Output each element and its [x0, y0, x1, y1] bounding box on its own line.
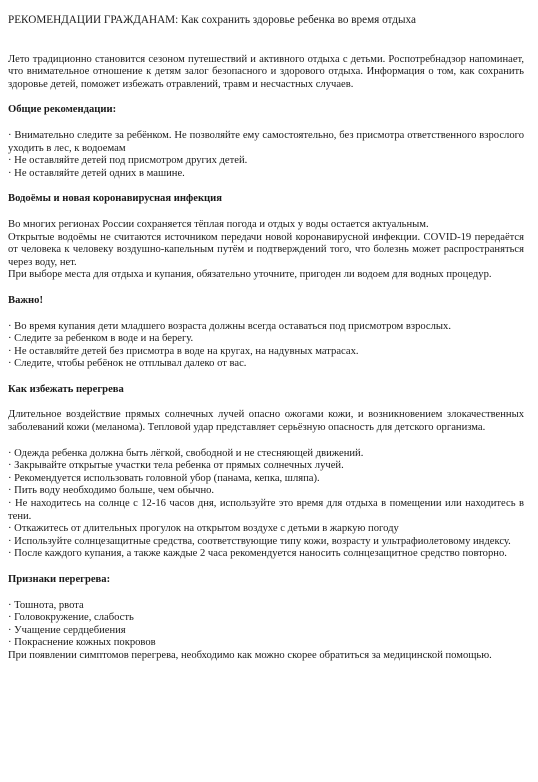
list-item: · Пить воду необходимо больше, чем обычно.: [8, 485, 215, 497]
list-item: · Следите за ребенком в воде и на берегу.: [8, 333, 194, 345]
general-heading: Общие рекомендации:: [8, 104, 117, 116]
list-item: · Рекомендуется использовать головной убор (панама, кепка, шляпа).: [8, 472, 320, 484]
intro-paragraph: Лето традиционно становится сезоном путешествий и активного отдыха с детьми. Роспотребнадзор напоминает, что внимательное отношение к детям залог безопасного и здорового отдыха. Информация о том, как сохранить здоровье детей, поможет избежать отравлений, травм и несчастных случаев.: [8, 53, 524, 90]
important-heading: Важно!: [8, 294, 43, 306]
document-page: [8, 14, 524, 663]
list-item: · Тошнота, рвота: [8, 599, 84, 611]
water-section: [8, 219, 524, 282]
water-paragraph: При выборе места для отдыха и купания, обязательно уточните, пригоден ли водоем для водных процедур.: [8, 269, 492, 281]
water-heading: Водоёмы и новая коронавирусная инфекция: [8, 193, 223, 205]
list-item: · Не оставляйте детей без присмотра в воде на кругах, на надувных матрасах.: [8, 345, 359, 357]
list-item: · Следите, чтобы ребёнок не отплывал далеко от вас.: [8, 358, 247, 370]
general-list: [8, 130, 524, 180]
overheat-list: [8, 448, 524, 561]
signs-list: [8, 600, 524, 650]
list-item: · Покраснение кожных покровов: [8, 637, 156, 649]
overheat-intro: Длительное воздействие прямых солнечных лучей опасно ожогами кожи, и возникновением злокачественных заболеваний кожи (меланома). Тепловой удар представляет серьёзную опасность для детского организма.: [8, 409, 524, 434]
list-item: · Внимательно следите за ребёнком. Не позволяйте ему самостоятельно, без присмотра ответственного взрослого уходить в лес, к водоемам: [8, 129, 524, 154]
list-item: · Не оставляйте детей под присмотром других детей.: [8, 155, 248, 167]
list-item: · Используйте солнцезащитные средства, соответствующие типу кожи, возрасту и ультрафиолетовому индексу.: [8, 535, 511, 547]
list-item: · Откажитесь от длительных прогулок на открытом воздухе с детьми в жаркую погоду: [8, 523, 399, 535]
overheat-heading: Как избежать перегрева: [8, 383, 124, 395]
document-title: РЕКОМЕНДАЦИИ ГРАЖДАНАМ: Как сохранить здоровье ребенка во время отдыха: [8, 14, 416, 26]
important-list: [8, 321, 524, 371]
signs-outro: При появлении симптомов перегрева, необходимо как можно скорее обратиться за медицинской помощью.: [8, 649, 492, 661]
list-item: · Головокружение, слабость: [8, 612, 134, 624]
list-item: · Не находитесь на солнце с 12-16 часов дня, используйте это время для отдыха в помещении или находитесь в тени.: [8, 498, 524, 522]
list-item: · Не оставляйте детей одних в машине.: [8, 167, 185, 179]
list-item: · Во время купания дети младшего возраста должны всегда оставаться под присмотром взрослых.: [8, 320, 451, 332]
water-paragraph: Во многих регионах России сохраняется тёплая погода и отдых у воды остается актуальным.: [8, 218, 429, 230]
list-item: · После каждого купания, а также каждые 2 часа рекомендуется наносить солнцезащитное средство повторно.: [8, 548, 507, 560]
list-item: · Учащение сердцебиения: [8, 624, 126, 636]
signs-heading: Признаки перегрева:: [8, 574, 111, 585]
list-item: · Одежда ребенка должна быть лёгкой, свободной и не стесняющей движений.: [8, 447, 364, 459]
list-item: · Закрывайте открытые участки тела ребенка от прямых солнечных лучей.: [8, 460, 344, 472]
water-paragraph: Открытые водоёмы не считаются источником передачи новой коронавирусной инфекции. COVID-19 передаётся от человека к человеку воздушно-капельным путём и подтверждений того, что болезнь может распространяться через воду, нет.: [8, 231, 524, 268]
